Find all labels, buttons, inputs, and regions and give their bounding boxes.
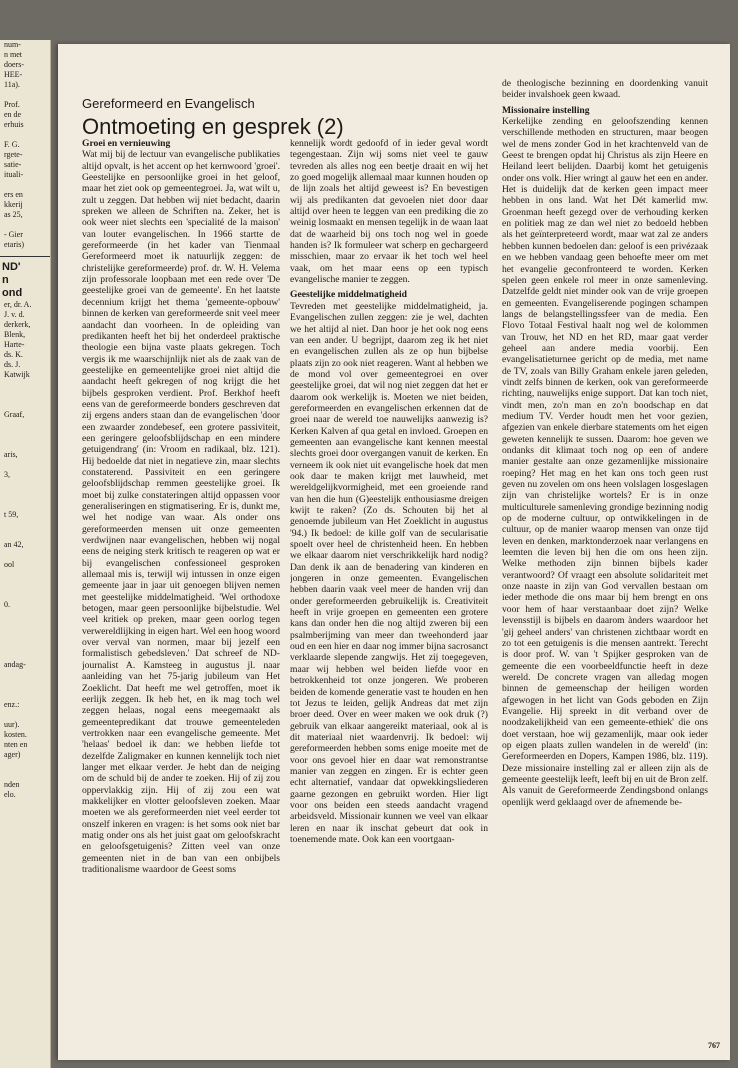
text-column-3	[502, 78, 708, 1040]
divider	[0, 256, 50, 257]
section-heading: Groei en vernieuwing	[82, 138, 171, 149]
previous-page-line: an 42,	[4, 540, 24, 549]
previous-page-line: rgete-	[4, 150, 23, 159]
previous-page-heading	[0, 261, 50, 300]
section-heading: Geestelijke middelmatigheid	[290, 289, 407, 301]
previous-page-line	[0, 480, 50, 490]
text-column-1	[82, 138, 280, 1038]
previous-page-line	[0, 610, 50, 620]
previous-page-line	[0, 580, 50, 590]
paragraph: Kerkelijke zending en geloofszending kennen verschillende methoden en structuren, maar beogen wel de mens zonder God in het krachtenveld van de Geest te brengen opdat hij Christus als zijn Heere en Heiland leert belijden. Daarbij komt het getuigenis onder ons volk. Hier wringt al gauw het een en ander. Het is duidelijk dat de kerken geen impact meer hebben in ons land. Wat het Dét kamerlid mw. Groenman heeft gezegd over de verhouding kerken en politiek mag ze dan wel niet zo bedoeld hebben als het geïnterpreteerd wordt, maar wat zal ze anders hebben kunnen bedoelen dan: geloof is een privézaak en we hebben vandaag geen behoefte meer om met het evangelie geconfronteerd te worden. Kerken spelen geen enkele rol meer in onze samenleving. Datzelfde geldt niet minder ook van de vrije groepen en gemeenten. Evangeliserende pogingen schampen langs de belangstellingssfeer van de media. Een Flovo Totaal Festival haalt nog wel de kolommen van Trouw, het ND en het RD, maar gaat verder geheel aan andere media voorbij. Een evangelisatieturnee gericht op de media, met name de TV, zoals van Billy Graham enkele jaren geleden, vindt zelfs binnen de kerken, ook van gereformeerde richting, nauwelijks enige support. Dat kan toch niet, vindt men, zo'n man en zo'n boodschap en dat medium TV. Verder houdt men het voor gezien, afgezien van enkele dierbare statements om het eigen geweten kennelijk te sussen. Daarom: hoe geven we ondanks dit klimaat toch nog op een of andere manier gestalte aan onze gezamenlijke missionaire roeping? Het mag en het kan ons toch geen rust geven nu zovelen om ons heen volslagen losgeslagen zijn van christelijke wortels? Er is in onze multiculturele samenleving grondige bezinning nodig op de moderne cultuur, op ontwikkelingen in de cultuur, op de manier waarop mensen van onze tijd leven en denken, marktonderzoek naar verlangens en leemten die leven bij hen die om ons heen zijn. Welke methoden zijn binnen bijbels kader verantwoord? Of vraagt een absolute solidariteit met onze naaste in zijn van God vervallen bestaan om ieder methode die ons maar bij hem brengt en ons voor hem of haar verstaanbaar doet zijn? Welke levensstijl is bijbels en daarom ànders waardoor het 'gij geheel anders' van christenen zichtbaar wordt en zo tot een getuigenis is die mensen aantrekt. Terecht is door prof. W. van 't Spijker gesproken van de gemeente die een voorbeeldfunctie heeft in deze wereld. De concrete vragen van alledag mogen binnen de gemeenschap der heiligen worden afgewogen in het licht van Gods geboden en Zijn Evangelie. Hij spreekt in dit verband over de noodzakelijkheid van een gemeente-ethiek' die ons doet verstaan, hoe wij gezamenlijk, maar ook ieder op eigen plaats zullen wandelen in de wereld' (in: Gereformeerden en Dopers, Kampen 1986, blz. 119). Deze missionaire instelling zal er alleen zijn als de gemeente geestelijk leeft, leeft bij en uit de Bron zelf. Als vanuit de Gereformeerde Zendingsbond onlangs openlijk werd geklaagd over de afnemende be-	[502, 116, 708, 808]
previous-page-line	[0, 650, 50, 660]
previous-page-line	[0, 460, 50, 470]
headline: Ontmoeting en gesprek (2)	[82, 114, 344, 139]
previous-page-line	[0, 420, 50, 430]
previous-page-line	[0, 530, 50, 540]
previous-page-line: en de	[4, 110, 22, 119]
previous-page-line: Harte-	[4, 340, 25, 349]
previous-page-line: num-	[4, 40, 21, 49]
previous-page-line: ool	[4, 560, 15, 569]
previous-page-fragment	[0, 40, 51, 1068]
previous-page-line: kkerij	[4, 200, 23, 209]
previous-page-line	[0, 380, 50, 390]
previous-page-line	[0, 220, 50, 230]
previous-page-line: etaris)	[4, 240, 24, 249]
previous-page-line	[0, 180, 50, 190]
magazine-page	[58, 44, 730, 1060]
previous-page-line	[0, 760, 50, 770]
previous-page-line	[0, 680, 50, 690]
previous-page-line	[0, 710, 50, 720]
previous-page-line: nden	[4, 780, 20, 789]
previous-page-line: enz.:	[4, 700, 20, 709]
previous-page-line: kosten.	[4, 730, 27, 739]
previous-page-line	[0, 670, 50, 680]
previous-page-line: satie-	[4, 160, 22, 169]
previous-page-line: n	[2, 274, 9, 286]
previous-page-line	[0, 440, 50, 450]
paragraph: kennelijk wordt gedoofd of in ieder geval wordt tegengestaan. Zijn wij soms niet veel te gauw tevreden als alles nog een beetje draait en wij het zo goed mogelijk allemaal maar kunnen houden op de lijn zoals het altijd geweest is? En bevestigen wij als predikanten dat gevoelen niet door daar altijd over heen te leggen van een prediking die zo weinig losmaakt en mensen tegelijk in de waan laat dat de waarheid bij ons toch nog wel in goede handen is? Ik formuleer wat scherp en gechargeerd misschien, maar zo ervaar ik het toch wel heel vaak, om het maar eens op een typisch evangelische manier te zeggen.	[290, 138, 488, 286]
previous-page-line	[0, 640, 50, 650]
previous-page-line	[0, 620, 50, 630]
previous-page-lines	[0, 40, 50, 250]
previous-page-line: F. G.	[4, 140, 20, 149]
previous-page-line: ds. J.	[4, 360, 21, 369]
previous-page-line: doers-	[4, 60, 24, 69]
paragraph: Tevreden met geestelijke middelmatigheid, ja. Evangelischen zullen zeggen: zie je wel, dachten we het altijd al niet. Dan hoor je het ook nog eens van een ander. U begrijpt, daarom zeg ik het niet en evangelischen zullen als ze op hun bijbelse plaats zijn zo ook niet reageren. Want al hebben we de mond vol over gemeentegroei en over geestelijke groei, dat wil nog niet zeggen dat het er daarom ook werkelijk is. Moeten we niet beiden, gereformeerden en evangelischen erkennen dat de groei naar de wereld toe nauwelijks aanwezig is? Kerken Kalven af qua getal en invloed. Groepen en gemeenten aan evangelische kant kennen meestal slechts groei door overgangen vanuit de kerken. En verneem ik ook niet uit evangelische hoek dat men ook daar te maken krijgt met lauwheid, met wereldgelijkvormigheid, met een groeiende rand van hen die hun (G)eestelijk enthousiasme dreigen kwijt te raken? (Zo ds. Schouten bij het al genoemde jubileum van Het Zoeklicht in augustus '94.) Ik bedoel: de kille golf van de secularisatie spoelt over heel de christenheid heen. En hebben we elkaar daarom niet verschrikkelijk hard nodig? Dan denk ik aan de benadering van kinderen en jongeren in onze gemeenten. Evangelischen hebben daarin vaak veel meer de handen vrij dan onder gereformeerden gebruikelijk is. Creativiteit heeft in vrije groepen en gemeenten een grotere kans dan onder hen die nog altijd zweren bij een psalmberijming van meer dan tweehonderd jaar oud en een hier en daar nog immer bijna sacrosanct verklaarde slepende zangwijs. Het zij toegegeven, maar wij hebben wel beiden liefde voor en betrokkenheid tot onze jongeren. We proberen beiden de komende generatie vast te houden en hen tot Jezus te leiden, gelijk Andreas dat met zijn broer deed. Over en weer maken we ook druk (?) gebruik van elkaar aangereikt materiaal, ook al is dit materiaal niet waardenvrij. Ik bedoel: wij gereformeerden hebben soms enige moeite met de voor ons gevoel hier en daar wat remonstrantse manier van zeggen en zingen. Er is echter geen echt alternatief, vandaar dat opwekkingsliederen gaarne gezongen en gebruikt worden. Hier ligt voor ons beiden een steeds aandacht vragend arbeidsveld. Missionair kunnen we veel van elkaar leren en naar ik inschat gebeurt dat ook in toenemende mate. Ook kan een voortgaan-	[290, 300, 488, 845]
previous-page-line: elo.	[4, 790, 16, 799]
page-number: 767	[708, 1041, 720, 1050]
previous-page-line: J. v. d.	[4, 310, 25, 319]
previous-page-line: andag-	[4, 660, 26, 669]
previous-page-line	[0, 520, 50, 530]
previous-page-line: Prof.	[4, 100, 20, 109]
previous-page-line	[0, 130, 50, 140]
previous-page-line: HEE-	[4, 70, 23, 79]
previous-page-line	[0, 770, 50, 780]
previous-page-line: ND'	[2, 261, 21, 273]
previous-page-line: 11a).	[4, 80, 20, 89]
paragraph: de theologische bezinning en doordenking vanuit beider invalshoek geen kwaad.	[502, 78, 708, 101]
previous-page-line: derkerk,	[4, 320, 31, 329]
section-heading: Missionaire instelling	[502, 104, 590, 116]
previous-page-line: ituali-	[4, 170, 24, 179]
previous-page-line: ds. K.	[4, 350, 23, 359]
previous-page-line	[0, 430, 50, 440]
previous-page-line	[0, 490, 50, 500]
previous-page-line: 3,	[4, 470, 10, 479]
previous-page-line: ager)	[4, 750, 21, 759]
previous-page-line: er, dr. A.	[4, 300, 32, 309]
text-column-2	[290, 138, 488, 1038]
previous-page-line: as 25,	[4, 210, 23, 219]
paragraph: Wat mij bij de lectuur van evangelische publikaties altijd opvalt, is het accent op het kernwoord 'groei'. Geestelijke en persoonlijke groei in het geloof, maar het ziet ook op gemeentegroei. Ja, wat wilt u, zult u zeggen. Dat hebben wij niet bedacht, daarin spreken we alleen de Schriften na. Zeker, het is ook weer niet slechts een 'specialité de la maison' van louter evangelischen. In 1966 startte de gereformeerde (in het kader van Tienmaal Gereformeerd moet ik natuurlijk zeggen: de christelijke gereformeerde) prof. dr. W. H. Velema zijn professorale loopbaan met een rede over 'De geestelijke groei van de gemeente'. En het laatste decennium krijgt het thema 'gemeente-opbouw' binnen de kerken van gereformeerde snit veel meer aandacht dan voorheen. In de opleiding van predikanten heeft het bij het onderdeel praktische theologie een bijna vaste plaats gekregen. Toch vergis ik me waarschijnlijk niet als de zaak van de geestelijke en gemeentelijke groei niet altijd die aandacht heeft gekregen of nog krijgt die het bijbels gesproken verdient. Prof. Berkhof heeft eens van de gereformeerde bonders geschreven dat zij ergens anders staan dan de evangelischen 'door een zwaarder zondebesef, een grotere passiviteit, een geringere geloofsblijdschap en een mindere getuigendrang' (in: Vroom en radikaal, blz. 121). Hij bedoelde dat niet in negatieve zin, maar slechts constaterend. Passiviteit en een geringere geloofsblijdschap remmen geestelijke groei. Ik moet bij zulke constateringen altijd oppassen voor generaliseringen en stigmatisering. Er is, dunkt me, wel het nodige van waar. Als onder ons gereformeerden mensen uit onze gemeenten verdwijnen naar evangelischen, hebben wij nogal eens de neiging sterk kritisch te reageren op wat er bij evangelischen confessioneel gesproken allemaal mis is, terwijl wij intussen in onze eigen gemeente jaar in jaar uit genoegen blijven nemen met geestelijke middelmatigheid. 'Wel orthodoxe betogen, maar geen persoonlijke bijbelstudie. Wel veel kritiek op preken, maar geen oorlog tegen verwereldlijking in eigen hart. Wel een hoog woord over verval van normen, maar bij jezelf een formalistisch gebedsleven.' Dat schreef de ND-journalist A. Kamsteeg in augustus jl. naar aanleiding van het 75-jarig jubileum van Het Zoeklicht. Dat heeft me wel getroffen, moet ik eerlijk zeggen. Ik heb het, en ik mag toch wel zeggen helaas, nogal eens meegemaakt als gemeentepredikant dat trouwe gemeenteleden vertrokken naar een evangelische gemeente. Met 'helaas' bedoel ik dan: we hebben liefde tot dezelfde Zaligmaker en kunnen kennelijk toch niet langer met elkaar verder. Je hebt dan de neiging om de schuld bij de ander te zoeken. Hij of zij zou oppervlakkig zijn. Hij of zij zou een wat makkelijker en vlotter geloofsleven zoeken. Maar moeten we als gereformeerden niet veel eerder tot onszelf inkeren en vragen: is het soms ook niet bar matig onder ons als het juist gaat om geloofskracht en geloofsgetuigenis? Zitten veel van onze gemeenten niet in de ban van een onbijbels traditionalisme waardoor de Geest soms	[82, 149, 280, 875]
previous-page-line: erhuis	[4, 120, 24, 129]
previous-page-line	[0, 630, 50, 640]
previous-page-line	[0, 590, 50, 600]
previous-page-line: Graaf,	[4, 410, 25, 419]
previous-page-line	[0, 90, 50, 100]
previous-page-line: 0.	[4, 600, 10, 609]
kicker: Gereformeerd en Evangelisch	[82, 96, 255, 111]
previous-page-line: Katwijk	[4, 370, 30, 379]
previous-page-lines-lower	[0, 300, 50, 800]
previous-page-line: n met	[4, 50, 22, 59]
previous-page-line: nten en	[4, 740, 28, 749]
previous-page-line: uur).	[4, 720, 20, 729]
previous-page-line: aris,	[4, 450, 18, 459]
previous-page-line: ond	[2, 287, 23, 299]
previous-page-line	[0, 390, 50, 400]
previous-page-line	[0, 500, 50, 510]
previous-page-line: t 59,	[4, 510, 19, 519]
previous-page-line: Blenk,	[4, 330, 26, 339]
previous-page-line: - Gier	[4, 230, 23, 239]
article-header	[82, 96, 502, 140]
previous-page-line	[0, 400, 50, 410]
previous-page-line	[0, 570, 50, 580]
previous-page-line	[0, 690, 50, 700]
previous-page-line: ers en	[4, 190, 23, 199]
previous-page-line	[0, 550, 50, 560]
